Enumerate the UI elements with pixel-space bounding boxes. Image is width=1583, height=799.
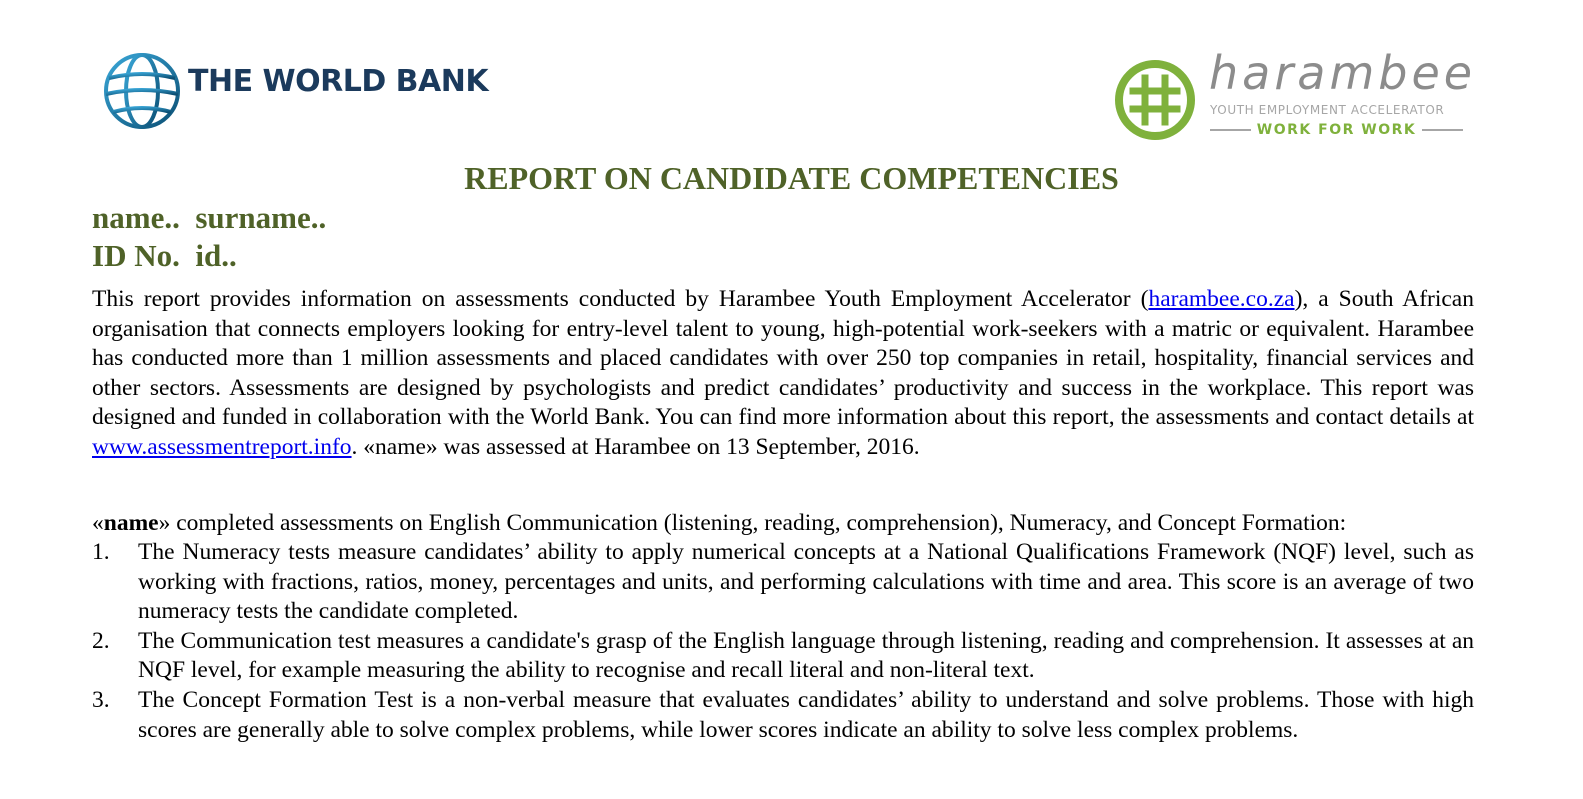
assessment-report-link[interactable]: www.assessmentreport.info [92,433,352,460]
harambee-hash-icon [1113,54,1199,144]
harambee-wordmark: harambee [1209,46,1477,100]
assessment-list [92,538,1474,745]
intro-paragraph [92,285,1474,463]
intro-text-2: ), a South African organisation that connects employers looking for entry-level talent to young, high-potential work-seekers with a matric or equivalent. Harambee has conducted more than 1 million assessments and placed candidates with over 250 top companies in retail, hospitality, financial services and other sectors. Assessments are designed by psychologists and predict candidates’ productivity and success in the workplace. This report was designed and funded in collaboration with the World Bank. You can find more information about this report, the assessments and contact details at [92,286,1474,431]
harambee-link[interactable]: harambee.co.za [1148,286,1295,312]
lead-open-quote: « [92,510,104,536]
assessments-lead [92,509,1482,539]
lead-name-field: name [103,510,159,536]
world-bank-logo [101,50,501,132]
harambee-slogan-row [1210,122,1463,138]
harambee-logo [1113,46,1477,150]
list-item-number: 2. [92,627,110,654]
slogan-right-rule [1422,129,1463,131]
list-item-number: 1. [92,539,110,565]
lead-rest-text: » completed assessments on English Communication (listening, reading, comprehension), Numeracy, and Concept Formation: [158,510,1347,536]
candidate-name: name.. surname.. [92,200,327,235]
list-item-text: The Communication test measures a candidate's grasp of the English language through listening, reading and comprehension. It assesses at an NQF level, for example measuring the ability to recognise and recall literal and non-literal text. [138,627,1474,684]
world-bank-globe-icon [101,50,183,132]
intro-text-3: . «name» was assessed at Harambee on 13 September, 2016. [351,433,920,460]
list-item-text: The Concept Formation Test is a non-verbal measure that evaluates candidates’ ability to understand and solve problems. Those with high scores are generally able to solve complex problems, while lower scores indicate an ability to solve less complex problems. [138,686,1474,743]
list-item-number: 3. [92,686,110,713]
world-bank-wordmark: THE WORLD BANK [188,64,489,99]
harambee-slogan: WORK FOR WORK [1256,122,1417,138]
candidate-id: ID No. id.. [92,238,237,273]
list-item [92,686,1474,745]
list-item [92,538,1474,627]
slogan-left-rule [1210,129,1251,131]
intro-text-1: This report provides information on assessments conducted by Harambee Youth Employment Accelerator ( [92,286,1149,312]
list-item-text: The Numeracy tests measure candidates’ ability to apply numerical concepts at a National Qualifications Framework (NQF) level, such as working with fractions, ratios, money, percentages and units, and performing calculations with time and area. This score is an average of two numeracy tests the candidate completed. [138,539,1474,625]
list-item [92,627,1474,686]
report-title: REPORT ON CANDIDATE COMPETENCIES [464,160,1119,196]
harambee-tagline: YOUTH EMPLOYMENT ACCELERATOR [1210,103,1445,117]
